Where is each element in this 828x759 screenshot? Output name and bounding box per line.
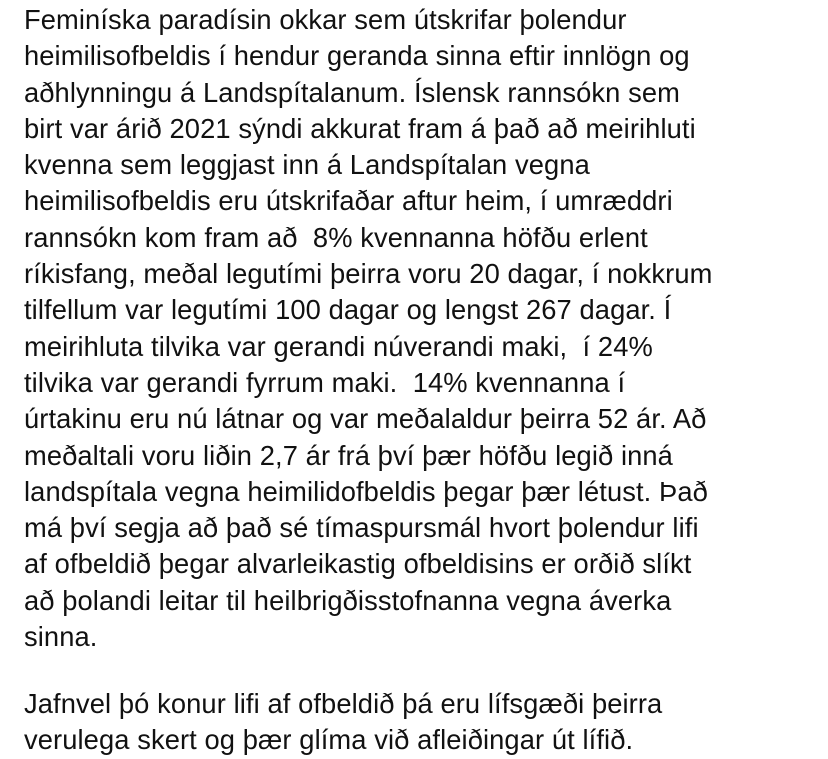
text-line: af ofbeldið þegar alvarleikastig ofbeldisins er orðið slíkt <box>24 548 692 580</box>
text-line: verulega skert og þær glíma við afleiðingar út lífið. <box>24 724 634 756</box>
text-line: sinna. <box>24 621 98 653</box>
text-line: Jafnvel þó konur lifi af ofbeldið þá eru lífsgæði þeirra <box>24 688 663 719</box>
text-line: ríkisfang, meðal legutími þeirra voru 20 dagar, í nokkrum <box>24 258 713 290</box>
text-line: landspítala vegna heimilidofbeldis þegar þær létust. Það <box>24 475 708 507</box>
text-line: úrtakinu eru nú látnar og var meðalaldur þeirra 52 ár. Að <box>24 403 707 435</box>
text-line: rannsókn kom fram að 8% kvennanna höfðu erlent <box>24 221 648 253</box>
text-line: tilfellum var legutími 100 dagar og lengst 267 dagar. Í <box>24 294 672 326</box>
text-line: tilvika var gerandi fyrrum maki. 14% kvennanna í <box>24 366 626 398</box>
text-line: má því segja að það sé tímaspursmál hvort þolendur lifi <box>24 512 699 544</box>
text-line: meðaltali voru liðin 2,7 ár frá því þær höfðu legið inná <box>24 439 673 471</box>
paragraph <box>24 2 712 655</box>
text-line: kvenna sem leggjast inn á Landspítalan vegna <box>24 149 590 181</box>
paragraph <box>24 686 662 759</box>
text-line: birt var árið 2021 sýndi akkurat fram á það að meirihluti <box>24 112 696 144</box>
text-line: Feminíska paradísin okkar sem útskrifar þolendur <box>24 4 627 35</box>
text-line: meirihluta tilvika var gerandi núverandi maki, í 24% <box>24 330 653 362</box>
text-line: heimilisofbeldis eru útskrifaðar aftur heim, í umræddri <box>24 185 673 217</box>
text-line: heimilisofbeldis í hendur geranda sinna eftir innlögn og <box>24 40 690 72</box>
text-line: aðhlynningu á Landspítalanum. Íslensk rannsókn sem <box>24 76 680 108</box>
text-line: að þolandi leitar til heilbrigðisstofnanna vegna áverka <box>24 584 672 616</box>
